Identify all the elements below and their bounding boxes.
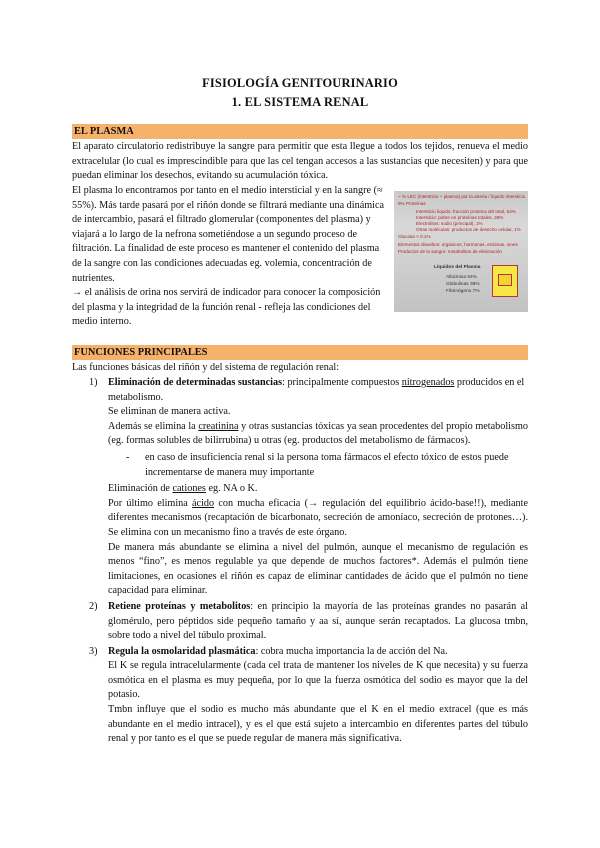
plasma-intro-paragraph: El aparato circulatorio redistribuye la sangre para permitir que esta llegue a todos los tejidos, renueva el medio extracelular (lo cual es imprescindible para que las cel tengan accesos a las sustancias que necesiten) y para que puedan eliminar los desechos, evitando su acumulación tóxica. — [72, 141, 528, 182]
list-number: 3) — [89, 645, 98, 657]
figure-text-line: Electrolitos: sodio (principal), 1% — [416, 221, 483, 226]
figure-text-line: Productos de la sangre: metabolitos de eliminación — [398, 249, 502, 254]
figure-legend-title: Líquidos del Plasma — [434, 265, 481, 270]
item-underlined-term: ácido — [192, 497, 215, 509]
item-paragraph: Se eliminan de manera activa. — [108, 406, 231, 418]
figure-text-line: Glucosa < 0.1% — [398, 234, 431, 239]
item-text: Por último elimina — [108, 497, 193, 509]
figure-legend-item: Albúmina 54% — [446, 275, 477, 280]
item-paragraph — [108, 600, 528, 644]
funciones-intro: Las funciones básicas del riñón y del sistema de regulación renal: — [72, 362, 340, 373]
item-text: : principalmente compuestos — [282, 377, 402, 388]
item-text: y otras sustancias tóxicas ya sean procedentes del propio metabolismo (eg. formas solubles de bilirrubina) u otras (eg. productos del metabolismo de fármacos). — [108, 420, 528, 447]
item-paragraph — [108, 645, 528, 660]
item-paragraph — [108, 376, 528, 405]
figure-text-line: Elementos disueltos: orgánicos, hormonas, enzimas, iones — [398, 242, 518, 247]
item-paragraph — [108, 482, 528, 497]
item-text: eg. NA o K. — [205, 483, 258, 495]
item-paragraph: De manera más abundante se elimina a nivel del pulmón, aunque el mecanismo de regulación es menos “fino”, es menos regulable ya que depende de muchos factores*. Además el pulmón tiene limitaciones, en ocasiones el riñón es capaz de eliminar cantidades de ácido que el pulmón no tiene capacidad para eliminar. — [108, 541, 528, 597]
item-paragraph — [108, 420, 528, 449]
figure-text-line: Intersticio: pobre en proteínas totales, 36% — [416, 215, 504, 220]
figure-legend-item: Globulinas 38% — [446, 282, 480, 287]
sub-list-item — [108, 451, 528, 480]
list-number: 2) — [89, 600, 98, 612]
item-underlined-term: nitrogenados — [401, 377, 455, 388]
item-paragraph: Tmbn influye que el sodio es mucho más abundante que el K en el medio extracel (que es más abundante en el medio intracel), y es el que está sujeto a intercambio en diferentes partes del túbulo renal y por tanto es el que se puede regular de manera más significativa. — [108, 704, 528, 745]
item-paragraph — [108, 497, 528, 541]
figure-legend-item: Fibrinógeno 7% — [446, 289, 480, 294]
dash-bullet: - — [126, 451, 130, 463]
list-item-retiene — [72, 600, 528, 644]
item-underlined-term: creatinina — [198, 420, 239, 432]
document-title: FISIOLOGÍA GENITOURINARIO — [202, 76, 398, 90]
item-underlined-term: cationes — [172, 483, 206, 495]
item-text: con mucha eficacia (→ regulación del equilibrio ácido-base!!), mediante diferentes mecanismos (recaptación de bicarbonato, secreción de amoníaco, secreción de protones…). Se elimina con un mecanismo fino a través de este órgano. — [108, 497, 529, 538]
figure-color-box-inner — [498, 274, 512, 286]
item-bold-title: Retiene proteínas y metabolitos — [108, 600, 251, 612]
section-heading-plasma: EL PLASMA — [72, 124, 528, 139]
item-text: Además se elimina la — [108, 420, 199, 432]
funciones-list — [72, 376, 528, 747]
item-text: : cobra mucha importancia la de acción del Na. — [255, 645, 448, 657]
item-paragraph: El K se regula intracelularmente (cada cel trata de mantener los niveles de K que necesita) y su fuerza osmótica en el plasma es muy pequeña, por lo que la fuerza osmótica del sodio es mayor que la del potasio. — [108, 660, 528, 701]
item-bold-title: Eliminación de determinadas sustancias — [108, 377, 283, 388]
list-item-eliminacion — [72, 376, 528, 449]
list-number: 1) — [89, 377, 98, 388]
list-item-osmolaridad — [72, 645, 528, 747]
item-bold-title: Regula la osmolaridad plasmática — [108, 645, 256, 657]
plasma-composition-figure — [394, 191, 528, 312]
sub-item-text: en caso de insuficiencia renal si la persona toma fármacos el efecto tóxico de estos puede incrementarse de manera muy importante — [145, 451, 509, 478]
figure-text-line: Intersticio líquido: fracción proteica del total, 54% — [416, 209, 516, 214]
figure-text-line: ~ % LEC (intersticio + plasma) por la arteria / líquido intersticio — [398, 194, 526, 199]
figure-text-line: 9% Proteínas — [398, 201, 426, 206]
figure-text-line: Otras moléculas: productos de desecho celular, 1% — [416, 227, 521, 232]
plasma-body-paragraph: El plasma lo encontramos por tanto en el medio intersticial y en la sangre (≈ 55%). Más tarde pasará por el riñón donde se filtrará mediante una dinámica de intercambio, pasará el filtrado glomerular (componentes del plasma) y viajará a lo largo de la nefrona sometiéndose a un segundo proceso de filtración. La finalidad de este proceso es mantener el contenido del plasma de la sangre con las condiciones adecuadas eg. volemia, concentración de nutrientes. — [72, 185, 385, 284]
item-text: producidos en el metabolismo. — [108, 377, 525, 403]
item-text: Eliminación de — [108, 483, 173, 495]
document-subtitle: 1. EL SISTEMA RENAL — [231, 95, 369, 109]
plasma-conclusion-paragraph: → el análisis de orina nos servirá de indicador para conocer la composición del plasma y la integridad de la función renal - refleja las condiciones del medio interno. — [72, 287, 381, 328]
section-heading-funciones: FUNCIONES PRINCIPALES — [72, 345, 528, 360]
item-text: : en principio la mayoría de las proteínas grandes no pasarán al glomérulo, pero péptidos side pequeño tamaño y aa sí, aunque serán recaptados. La glucosa tmbn, sobre todo a nivel del túbulo proximal. — [108, 600, 528, 642]
